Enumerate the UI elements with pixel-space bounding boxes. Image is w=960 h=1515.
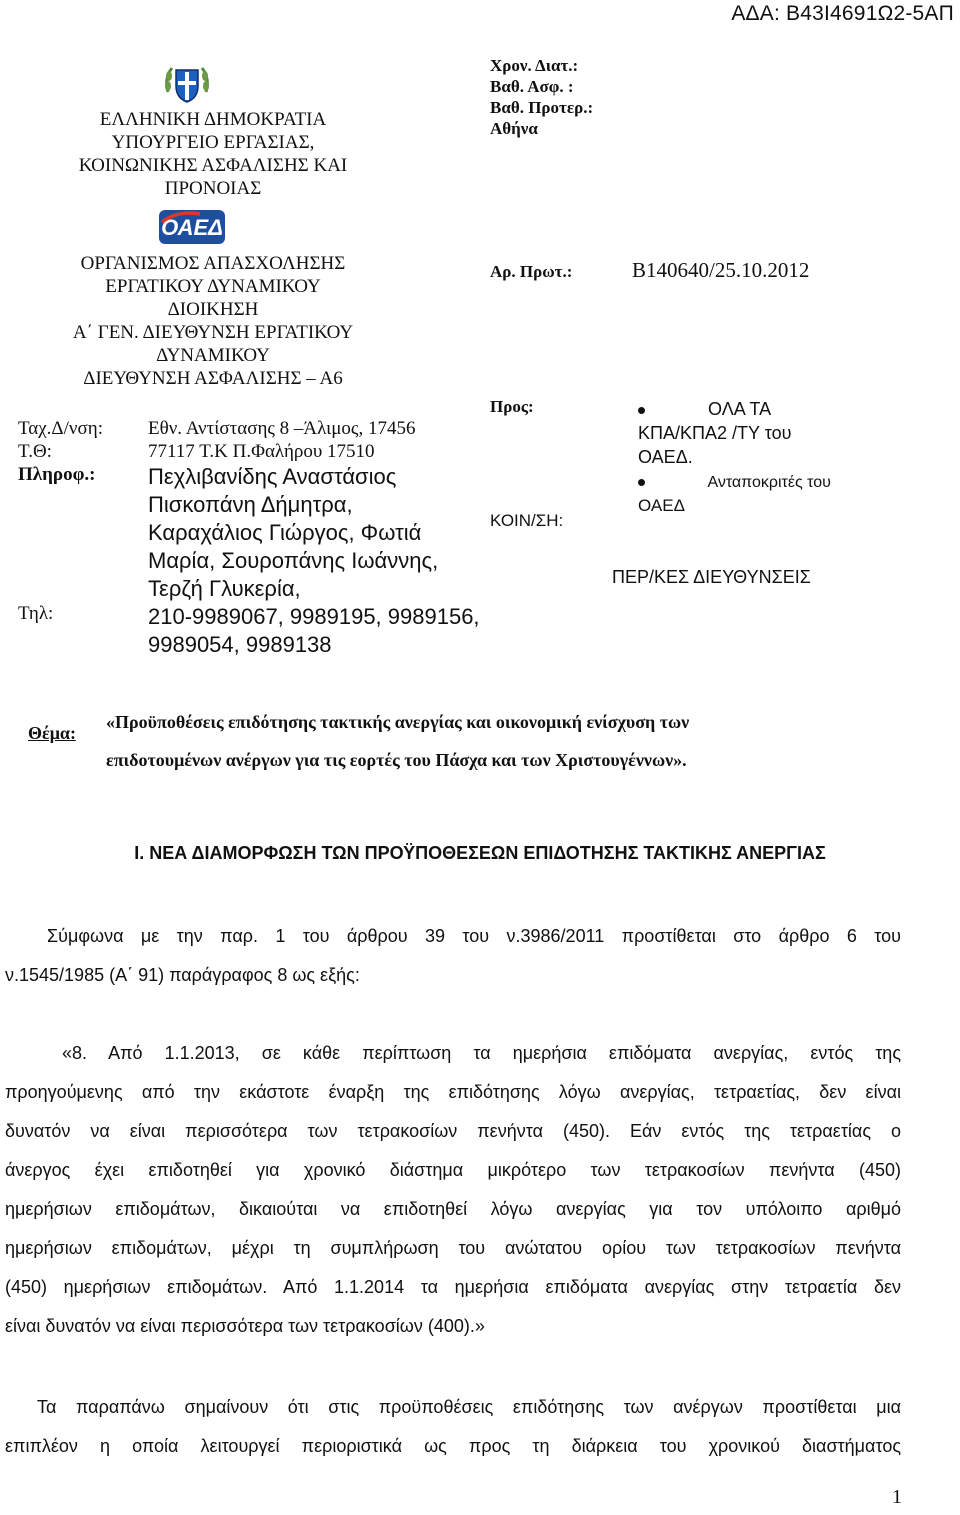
- ministry-line: ΕΛΛΗΝΙΚΗ ΔΗΜΟΚΡΑΤΙΑ: [99, 109, 327, 130]
- text-line: δυνατόν να είναι περισσότερα των τετρακοσίων πενήντα (450). Εάν εντός της τετραετίας ο: [5, 1121, 901, 1141]
- contact-line: Πεχλιβανίδης Αναστάσιος: [148, 464, 397, 489]
- subject-line: «Προϋποθέσεις επιδότησης τακτικής ανεργίας και οικονομική ενίσχυση των: [106, 712, 690, 732]
- contact-line: 9989054, 9989138: [148, 632, 332, 657]
- org-line: Α΄ ΓΕΝ. ΔΙΕΥΘΥΝΣΗ ΕΡΓΑΤΙΚΟΥ: [72, 322, 354, 343]
- contact-line: 210-9989067, 9989195, 9989156,: [148, 604, 480, 629]
- text-line: ημερήσιων επιδομάτων, δικαιούται να επιδοτηθεί λόγω ανεργίας για τον υπόλοιπο αριθμό: [5, 1199, 901, 1219]
- protocol-number: Β140640/25.10.2012: [632, 258, 810, 282]
- text-line: προηγούμενης από την εκάστοτε έναρξη της επιδότησης λόγω ανεργίας, τετραετίας, δεν είναι: [5, 1082, 901, 1102]
- priority-field: Βαθ. Προτερ.:: [490, 98, 594, 117]
- paragraph-3: [5, 1388, 901, 1466]
- bullet-icon: [638, 479, 645, 486]
- text-line: επιπλέον η οποία λειτουργεί περιοριστικά ως προς τη διάρκεια του χρονικού διαστήματος: [5, 1436, 901, 1456]
- paragraph-2: [5, 1034, 901, 1346]
- text-line: ν.1545/1985 (Α΄ 91) παράγραφος 8 ως εξής:: [5, 965, 360, 985]
- text-line: είναι δυνατόν να είναι περισσότερα των τετρακοσίων (400).»: [5, 1316, 485, 1336]
- bullet-icon: [638, 407, 645, 414]
- ministry-header: [30, 108, 396, 200]
- contact-line: Καραχάλιος Γιώργος, Φωτιά: [148, 520, 422, 545]
- security-field: Βαθ. Ασφ. :: [490, 77, 574, 96]
- logo-text: ΟΑΕΔ: [161, 215, 223, 240]
- org-line: ΔΙΟΙΚΗΣΗ: [167, 299, 259, 320]
- recipient-1-line1: ΟΛΑ ΤΑ: [708, 399, 772, 419]
- tk-label: Τ.Θ:: [18, 441, 52, 462]
- recipients-label: Προς:: [490, 397, 534, 416]
- subject-line: επιδοτουμένων ανέργων για τις εορτές του Πάσχα και των Χριστουγέννων».: [106, 750, 687, 770]
- page-number: 1: [892, 1486, 902, 1508]
- text-line: Τα παραπάνω σημαίνουν ότι στις προϋποθέσεις επιδότησης των ανέργων προστίθεται μια: [37, 1397, 901, 1417]
- org-line: ΔΥΝΑΜΙΚΟΥ: [156, 345, 270, 366]
- text-line: ημερήσιων επιδομάτων, μέχρι τη συμπλήρωση του ανώτατου ορίου των τετρακοσίων πενήντα: [5, 1238, 901, 1258]
- org-line: ΔΙΕΥΘΥΝΣΗ ΑΣΦΑΛΙΣΗΣ – Α6: [83, 368, 343, 389]
- recipient-2-line1: Ανταποκριτές του: [707, 474, 831, 491]
- tk-value: 77117 Τ.Κ Π.Φαλήρου 17510: [148, 441, 375, 462]
- recipient-2: [638, 472, 831, 494]
- subject-text: [106, 703, 866, 779]
- org-line: ΕΡΓΑΤΙΚΟΥ ΔΥΝΑΜΙΚΟΥ: [105, 276, 321, 297]
- ministry-line: ΚΟΙΝΩΝΙΚΗΣ ΑΣΦΑΛΙΣΗΣ ΚΑΙ: [78, 155, 348, 176]
- protocol-label: Αρ. Πρωτ.:: [490, 262, 573, 281]
- phone-label: Τηλ:: [18, 603, 54, 624]
- oaed-logo: [158, 208, 226, 251]
- text-line: Σύμφωνα με την παρ. 1 του άρθρου 39 του ν.3986/2011 προστίθεται στο άρθρο 6 του: [47, 926, 901, 946]
- recipient-2-line2: ΟΑΕΔ: [638, 496, 685, 515]
- cc-value: ΠΕΡ/ΚΕΣ ΔΙΕΥΘΥΝΣΕΙΣ: [612, 567, 811, 587]
- ada-code: ΑΔΑ: Β43Ι4691Ω2-5ΑΠ: [731, 2, 954, 25]
- contact-line: Μαρία, Σουροπάνης Ιωάννης,: [148, 548, 439, 573]
- org-line: ΟΡΓΑΝΙΣΜΟΣ ΑΠΑΣΧΟΛΗΣΗΣ: [80, 253, 346, 274]
- section-title: I. ΝΕΑ ΔΙΑΜΟΡΦΩΣΗ ΤΩΝ ΠΡΟΫΠΟΘΕΣΕΩΝ ΕΠΙΔΟΤΗΣΗΣ ΤΑΚΤΙΚΗΣ ΑΝΕΡΓΙΑΣ: [134, 843, 826, 863]
- subject-label: Θέμα:: [28, 723, 76, 743]
- retention-field: Χρον. Διατ.:: [490, 56, 579, 75]
- recipient-1-line3: ΟΑΕΔ.: [638, 447, 693, 467]
- address-value: Εθν. Αντίστασης 8 –Άλιμος, 17456: [148, 418, 416, 439]
- text-line: άνεργος έχει επιδοτηθεί για χρονικό διάστημα μικρότερο των τετρακοσίων πενήντα (450): [5, 1160, 901, 1180]
- document-meta: [490, 55, 593, 139]
- text-line: «8. Από 1.1.2013, σε κάθε περίπτωση τα ημερήσια επιδόματα ανεργίας, εντός της: [62, 1043, 901, 1063]
- ministry-line: ΠΡΟΝΟΙΑΣ: [164, 178, 262, 199]
- address-label: Ταχ.Δ/νση:: [18, 418, 103, 439]
- organization-header: [30, 252, 396, 390]
- cc-label: ΚΟΙΝ/ΣΗ:: [490, 511, 564, 530]
- paragraph-1: [5, 917, 901, 995]
- contact-line: Πισκοπάνη Δήμητρα,: [148, 492, 353, 517]
- coat-of-arms-emblem: [162, 62, 212, 111]
- contact-persons: [148, 463, 478, 659]
- ministry-line: ΥΠΟΥΡΓΕΙΟ ΕΡΓΑΣΙΑΣ,: [111, 132, 315, 153]
- recipient-1-line2: ΚΠΑ/ΚΠΑ2 /ΤΥ του: [638, 423, 792, 443]
- info-label: Πληροφ.:: [18, 464, 96, 485]
- text-line: (450) ημερήσιων επιδομάτων. Από 1.1.2014 τα ημερήσια επιδόματα ανεργίας στην τετραετία δεν: [5, 1277, 901, 1297]
- location-field: Αθήνα: [490, 119, 538, 138]
- recipient-1: [638, 398, 771, 420]
- contact-line: Τερζή Γλυκερία,: [148, 576, 301, 601]
